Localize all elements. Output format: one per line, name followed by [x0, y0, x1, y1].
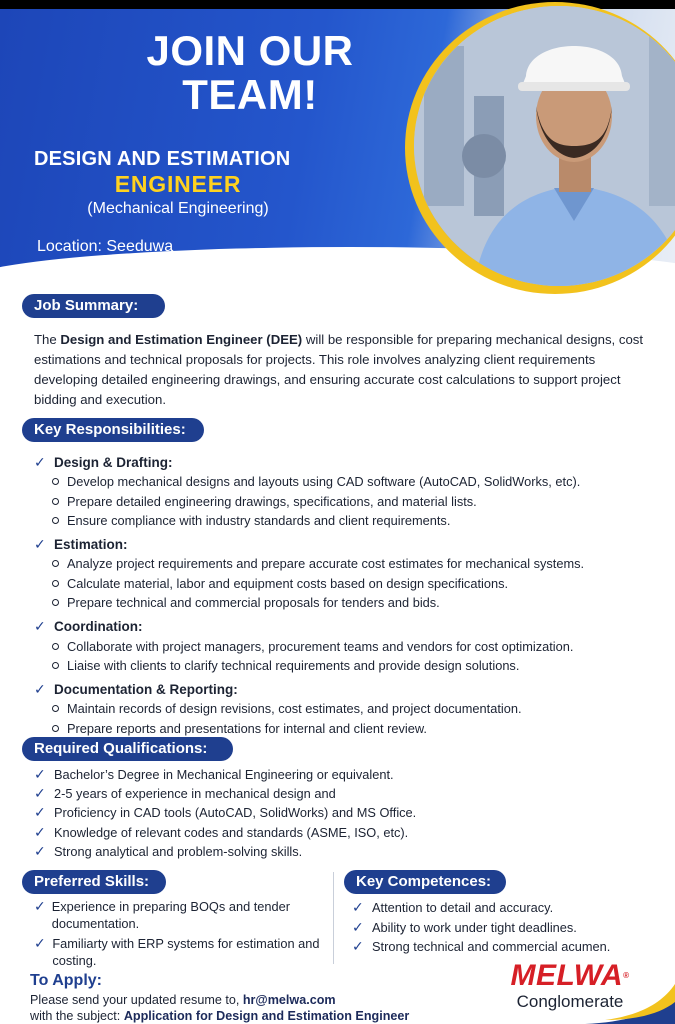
responsibility-group [34, 616, 664, 675]
corner-swoosh-decoration [585, 984, 675, 1024]
preferred-skills-list [34, 898, 334, 972]
list-item: Analyze project requirements and prepare accurate cost estimates for mechanical systems. [34, 554, 664, 573]
apply-instructions: Please send your updated resume to, hr@melwa.com [30, 993, 336, 1007]
check-icon: ✓ [34, 823, 46, 840]
circle-bullet-icon [52, 705, 59, 712]
check-icon: ✓ [34, 804, 46, 821]
check-icon: ✓ [352, 899, 364, 916]
check-icon: ✓ [34, 898, 46, 914]
circle-bullet-icon [52, 662, 59, 669]
check-icon: ✓ [34, 453, 46, 470]
check-icon: ✓ [34, 680, 46, 697]
required-qualifications-heading: Required Qualifications: [22, 737, 233, 761]
responsibility-group [34, 534, 664, 612]
check-icon: ✓ [34, 785, 46, 802]
group-title: Coordination: [54, 618, 143, 634]
list-item: Prepare detailed engineering drawings, specifications, and material lists. [34, 491, 664, 510]
job-subtitle: (Mechanical Engineering) [87, 200, 269, 217]
job-type: Job Type: Full-Time [37, 261, 160, 277]
list-item: Develop mechanical designs and layouts using CAD software (AutoCAD, SolidWorks, etc). [34, 472, 664, 491]
apply-heading: To Apply: [30, 972, 102, 989]
job-summary-heading: Job Summary: [22, 294, 165, 318]
key-competences-heading: Key Competences: [344, 870, 506, 894]
engineer-photo [414, 6, 675, 286]
circle-bullet-icon [52, 725, 59, 732]
list-item: Prepare reports and presentations for internal and client review. [34, 719, 664, 738]
list-item: Calculate material, labor and equipment costs based on design specifications. [34, 574, 664, 593]
circle-bullet-icon [52, 478, 59, 485]
job-title-role: ENGINEER [114, 171, 242, 197]
circle-bullet-icon [52, 517, 59, 524]
responsibility-group [34, 452, 664, 530]
check-icon: ✓ [352, 937, 364, 954]
check-icon: ✓ [34, 617, 46, 634]
check-icon: ✓ [34, 766, 46, 783]
logo-subtitle: Conglomerate [516, 992, 624, 1011]
circle-bullet-icon [52, 643, 59, 650]
group-title: Documentation & Reporting: [54, 681, 238, 697]
title-line-2: TEAM! [182, 71, 318, 118]
apply-subject-line: Application for Design and Estimation Engineer [123, 1009, 410, 1023]
responsibility-group [34, 679, 664, 738]
list-item: Collaborate with project managers, procurement teams and vendors for cost optimization. [34, 636, 664, 655]
circle-bullet-icon [52, 498, 59, 505]
circle-bullet-icon [52, 580, 59, 587]
list-item: Ensure compliance with industry standards and client requirements. [34, 511, 664, 530]
circle-bullet-icon [52, 560, 59, 567]
list-item: ✓ Familiarty with ERP systems for estimation and costing. [34, 935, 320, 968]
list-item: ✓ Ability to work under tight deadlines. [352, 918, 577, 935]
job-location: Location: Seeduwa [37, 238, 174, 255]
responsibilities-list [34, 452, 664, 742]
preferred-skills-heading: Preferred Skills: [22, 870, 166, 894]
list-item: Prepare technical and commercial proposals for tenders and bids. [34, 593, 664, 612]
list-item: ✓ Experience in preparing BOQs and tender documentation. [34, 898, 291, 931]
list-item: Maintain records of design revisions, cost estimates, and project documentation. [34, 699, 664, 718]
key-responsibilities-heading: Key Responsibilities: [22, 418, 204, 442]
engineer-illustration [414, 6, 675, 286]
qualifications-list [34, 765, 634, 861]
list-item: ✓ Strong technical and commercial acumen. [352, 937, 611, 954]
list-item: ✓ Attention to detail and accuracy. [352, 899, 554, 916]
list-item: ✓ 2-5 years of experience in mechanical design and [34, 785, 336, 802]
list-item: ✓ Proficiency in CAD tools (AutoCAD, SolidWorks) and MS Office. [34, 804, 417, 821]
apply-email[interactable]: hr@melwa.com [242, 993, 336, 1007]
list-item: ✓ Knowledge of relevant codes and standards (ASME, ISO, etc). [34, 823, 409, 840]
list-item: ✓ Strong analytical and problem-solving skills. [34, 842, 303, 859]
competences-list [352, 898, 672, 956]
check-icon: ✓ [34, 535, 46, 552]
check-icon: ✓ [352, 918, 364, 935]
group-title: Estimation: [54, 536, 128, 552]
list-item: ✓ Bachelor’s Degree in Mechanical Engineering or equivalent. [34, 766, 394, 783]
group-title: Design & Drafting: [54, 454, 173, 470]
title-line-1: JOIN OUR [146, 27, 354, 74]
circle-bullet-icon [52, 599, 59, 606]
job-title: DESIGN AND ESTIMATION [34, 148, 291, 170]
check-icon: ✓ [34, 935, 46, 951]
page-title [95, 29, 405, 117]
apply-subject: with the subject: Application for Design and Estimation Engineer [30, 1009, 410, 1023]
check-icon: ✓ [34, 842, 46, 859]
list-item: Liaise with clients to clarify technical requirements and provide design solutions. [34, 656, 664, 675]
job-summary-text: The Design and Estimation Engineer (DEE) will be responsible for preparing mechanical designs, cost estimations and technical proposals for projects. This role involves analyzing client requirements developing detailed engineering drawings, and ensuring accurate cost calculations to support project bidding and execution. [34, 332, 644, 407]
logo-name: MELWA [510, 959, 624, 992]
registered-mark: ® [623, 971, 630, 980]
